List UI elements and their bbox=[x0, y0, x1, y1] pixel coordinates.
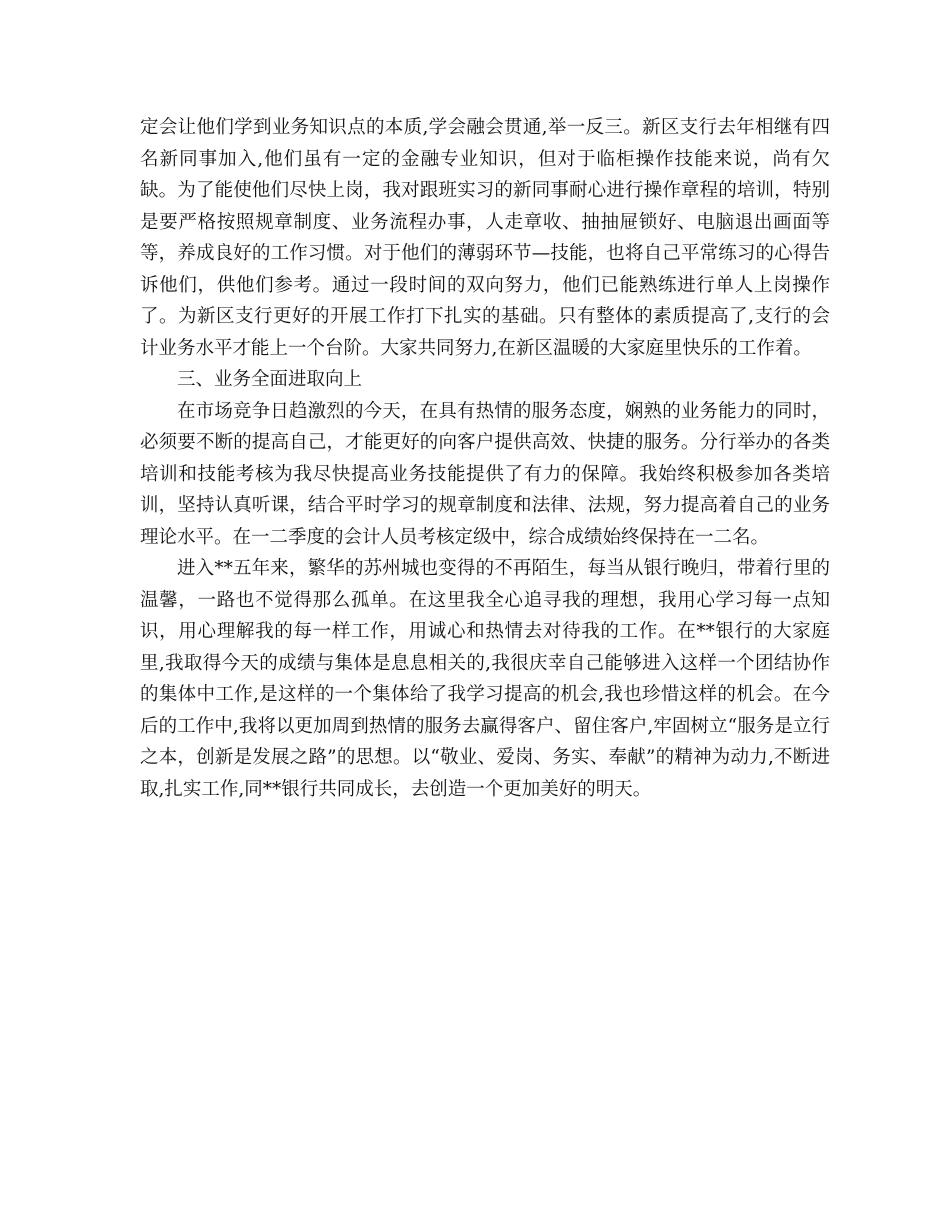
document-body bbox=[140, 112, 830, 805]
paragraph-business-skills: 在市场竞争日趋激烈的今天，在具有热情的服务态度，娴熟的业务能力的同时，必须要不断的提高自己，才能更好的向客户提供高效、快捷的服务。分行举办的各类培训和技能考核为我尽快提高业务技能提供了有力的保障。我始终积极参加各类培训，坚持认真听课，结合平时学习的规章制度和法律、法规，努力提高着自己的业务理论水平。在一二季度的会计人员考核定级中，综合成绩始终保持在一二名。 bbox=[140, 400, 830, 548]
section-heading: 三、业务全面进取向上 bbox=[177, 369, 363, 390]
paragraph-continuation: 定会让他们学到业务知识点的本质,学会融会贯通,举一反三。新区支行去年相继有四名新同事加入,他们虽有一定的金融专业知识，但对于临柜操作技能来说，尚有欠缺。为了能使他们尽快上岗，我对跟班实习的新同事耐心进行操作章程的培训，特别是要严格按照规章制度、业务流程办事，人走章收、抽抽屉锁好、电脑退出画面等等，养成良好的工作习惯。对于他们的薄弱环节—技能，也将自己平常练习的心得告诉他们，供他们参考。通过一段时间的双向努力，他们已能熟练进行单人上岗操作了。为新区支行更好的开展工作打下扎实的基础。只有整体的素质提高了,支行的会计业务水平才能上一个台阶。大家共同努力,在新区温暖的大家庭里快乐的工作着。 bbox=[140, 117, 830, 359]
paragraph-conclusion: 进入**五年来，繁华的苏州城也变得的不再陌生，每当从银行晚归，带着行里的温馨，一路也不觉得那么孤单。在这里我全心追寻我的理想，我用心学习每一点知识，用心理解我的每一样工作，用诚心和热情去对待我的工作。在**银行的大家庭里,我取得今天的成绩与集体是息息相关的,我很庆幸自己能够进入这样一个团结协作的集体中工作,是这样的一个集体给了我学习提高的机会,我也珍惜这样的机会。在今后的工作中,我将以更加周到热情的服务去赢得客户、留住客户,牢固树立“服务是立行之本，创新是发展之路”的思想。以“敬业、爱岗、务实、奉献”的精神为动力,不断进取,扎实工作,同**银行共同成长，去创造一个更加美好的明天。 bbox=[140, 558, 830, 800]
